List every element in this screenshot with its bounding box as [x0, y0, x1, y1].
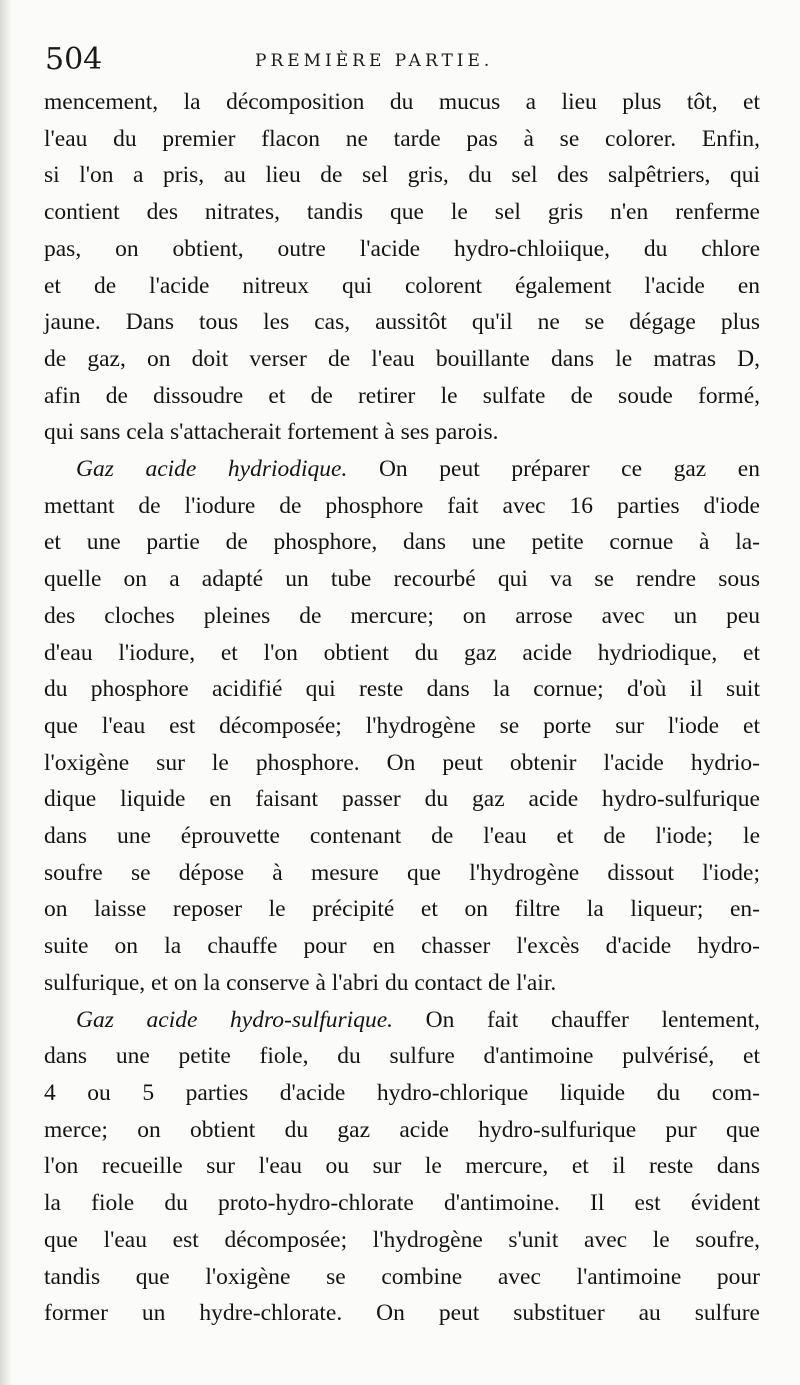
paragraph-heading: Gaz acide hydriodique.	[76, 456, 348, 483]
text-line: Gaz acide hydro-sulfurique. On fait chauffer lentement,	[76, 1006, 760, 1033]
text-line: de gaz, on doit verser de l'eau bouillante dans le matras D,	[44, 345, 760, 372]
page-number: 504	[45, 42, 103, 77]
text-line: qui sans cela s'attacherait fortement à ses parois.	[44, 419, 499, 446]
text-line: que l'eau est décomposée; l'hydrogène se porte sur l'iode et	[44, 712, 760, 739]
text-line: soufre se dépose à mesure que l'hydrogène dissout l'iode;	[44, 859, 760, 886]
paragraph-continuation	[44, 84, 760, 451]
text-line: mencement, la décomposition du mucus a lieu plus tôt, et	[44, 89, 760, 115]
text-line: Gaz acide hydriodique. On peut préparer ce gaz en	[76, 456, 760, 483]
text-line: former un hydre-chlorate. On peut substituer au sulfure	[44, 1300, 760, 1327]
text-line: dans une éprouvette contenant de l'eau et de l'iode; le	[44, 823, 760, 850]
text-line: la fiole du proto-hydro-chlorate d'antimoine. Il est évident	[44, 1190, 760, 1217]
text-line: du phosphore acidifié qui reste dans la cornue; d'où il suit	[44, 676, 760, 703]
text-line: sulfurique, et on la conserve à l'abri du contact de l'air.	[44, 969, 557, 996]
text-line: 4 ou 5 parties d'acide hydro-chlorique liquide du com-	[44, 1079, 760, 1106]
text-line: et une partie de phosphore, dans une petite cornue à la-	[44, 529, 760, 556]
text-line: merce; on obtient du gaz acide hydro-sulfurique pur que	[44, 1116, 760, 1143]
text-line: que l'eau est décomposée; l'hydrogène s'unit avec le soufre,	[44, 1226, 760, 1253]
text-line: l'oxigène sur le phosphore. On peut obtenir l'acide hydrio-	[44, 749, 760, 776]
paragraph-hydriodique	[44, 451, 760, 1002]
text-line: des cloches pleines de mercure; on arrose avec un peu	[44, 602, 760, 629]
text-line: mettant de l'iodure de phosphore fait avec 16 parties d'iode	[44, 492, 760, 519]
text-line: d'eau l'iodure, et l'on obtient du gaz acide hydriodique, et	[44, 639, 760, 666]
paragraph-hydro-sulfurique	[44, 1002, 760, 1332]
section-title: PREMIÈRE PARTIE.	[255, 51, 494, 71]
text-line: l'on recueille sur l'eau ou sur le mercure, et il reste dans	[44, 1153, 760, 1180]
text-line: dique liquide en faisant passer du gaz acide hydro-sulfurique	[44, 786, 760, 813]
text-line: tandis que l'oxigène se combine avec l'antimoine pour	[44, 1263, 760, 1290]
text-line: contient des nitrates, tandis que le sel gris n'en renferme	[44, 199, 760, 226]
text-line: l'eau du premier flacon ne tarde pas à se colorer. Enfin,	[44, 125, 760, 152]
text-line: quelle on a adapté un tube recourbé qui va se rendre sous	[44, 566, 760, 593]
paragraph-heading: Gaz acide hydro-sulfurique.	[76, 1006, 394, 1033]
text-line: on laisse reposer le précipité et on filtre la liqueur; en-	[44, 896, 760, 923]
text-line: jaune. Dans tous les cas, aussitôt qu'il ne se dégage plus	[44, 309, 760, 336]
text-line: pas, on obtient, outre l'acide hydro-chloiique, du chlore	[44, 235, 760, 262]
page-gutter-shadow	[0, 0, 12, 1385]
text-line: si l'on a pris, au lieu de sel gris, du sel des salpêtriers, qui	[44, 162, 760, 189]
running-head	[45, 40, 765, 80]
text-line: dans une petite fiole, du sulfure d'antimoine pulvérisé, et	[44, 1043, 760, 1070]
text-line: et de l'acide nitreux qui colorent également l'acide en	[44, 272, 760, 299]
text-line: suite on la chauffe pour en chasser l'excès d'acide hydro-	[44, 933, 760, 960]
body-text	[44, 84, 760, 1332]
text-line: afin de dissoudre et de retirer le sulfate de soude formé,	[44, 382, 760, 409]
